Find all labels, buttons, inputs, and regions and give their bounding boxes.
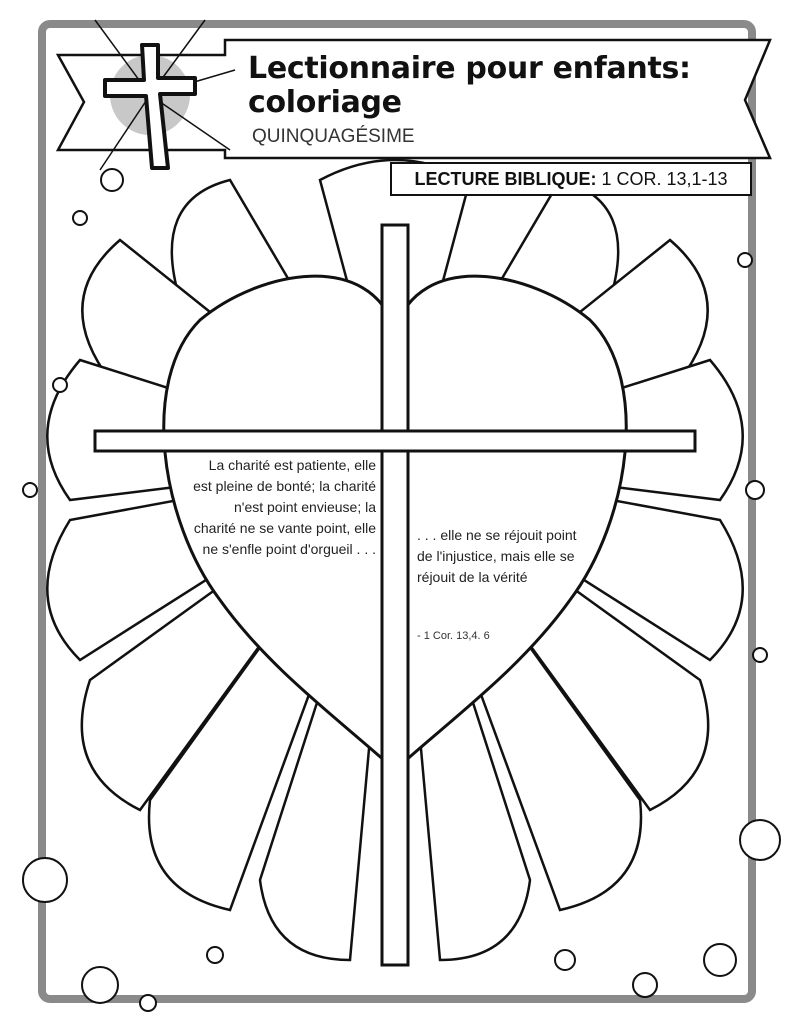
- reading-box: [390, 162, 752, 196]
- page-subtitle: QUINQUAGÉSIME: [252, 126, 415, 147]
- verse-citation: - 1 Cor. 13,4. 6: [417, 630, 490, 642]
- reading-reference: 1 COR. 13,1-13: [601, 169, 728, 189]
- page-title: Lectionnaire pour enfants: coloriage: [248, 51, 691, 120]
- verse-left-text: La charité est patiente, elle est pleine de bonté; la charité n'est point envieuse; la charité ne se vante point, elle ne s'enfle point d'orgueil . . .: [193, 457, 376, 557]
- reading-label: LECTURE BIBLIQUE:: [414, 169, 597, 189]
- verse-right-text: . . . elle ne se réjouit point de l'injustice, mais elle se réjouit de la vérité: [417, 527, 577, 585]
